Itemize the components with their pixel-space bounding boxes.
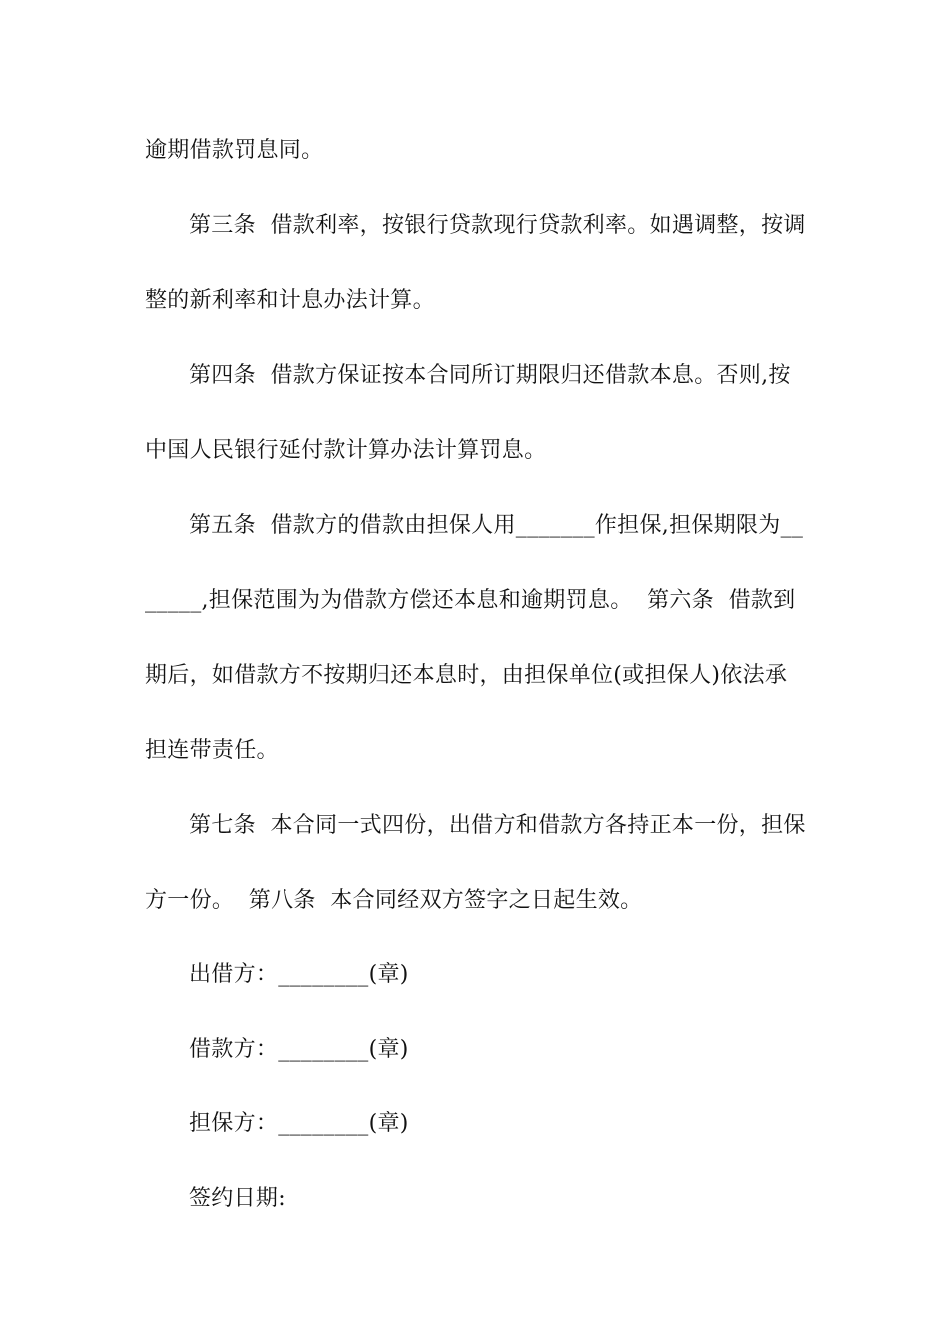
lender-signature-line: 出借方：________(章)	[189, 962, 409, 987]
sign-date-line: 签约日期:	[189, 1186, 286, 1211]
article-6-line-2: 担连带责任。	[145, 738, 279, 763]
guarantor-signature-line: 担保方：________(章)	[189, 1111, 409, 1136]
article-3-line-1: 第三条 借款利率，按银行贷款现行贷款利率。如遇调整，按调	[189, 213, 806, 238]
text-line: 逾期借款罚息同。	[145, 138, 324, 163]
article-4-line-1: 第四条 借款方保证按本合同所订期限归还借款本息。否则,按	[189, 363, 791, 388]
article-4-line-2: 中国人民银行延付款计算办法计算罚息。	[145, 438, 547, 463]
borrower-signature-line: 借款方：________(章)	[189, 1037, 409, 1062]
article-6-line-1: 期后，如借款方不按期归还本息时，由担保单位(或担保人)依法承	[145, 663, 788, 688]
article-5-line-2: _____,担保范围为为借款方偿还本息和逾期罚息。 第六条 借款到	[145, 588, 796, 613]
article-7-line-1: 第七条 本合同一式四份，出借方和借款方各持正本一份，担保	[189, 813, 806, 838]
article-5-line-1: 第五条 借款方的借款由担保人用_______作担保,担保期限为__	[189, 513, 804, 538]
article-7-line-2: 方一份。 第八条 本合同经双方签字之日起生效。	[145, 888, 643, 913]
article-3-line-2: 整的新利率和计息办法计算。	[145, 288, 435, 313]
